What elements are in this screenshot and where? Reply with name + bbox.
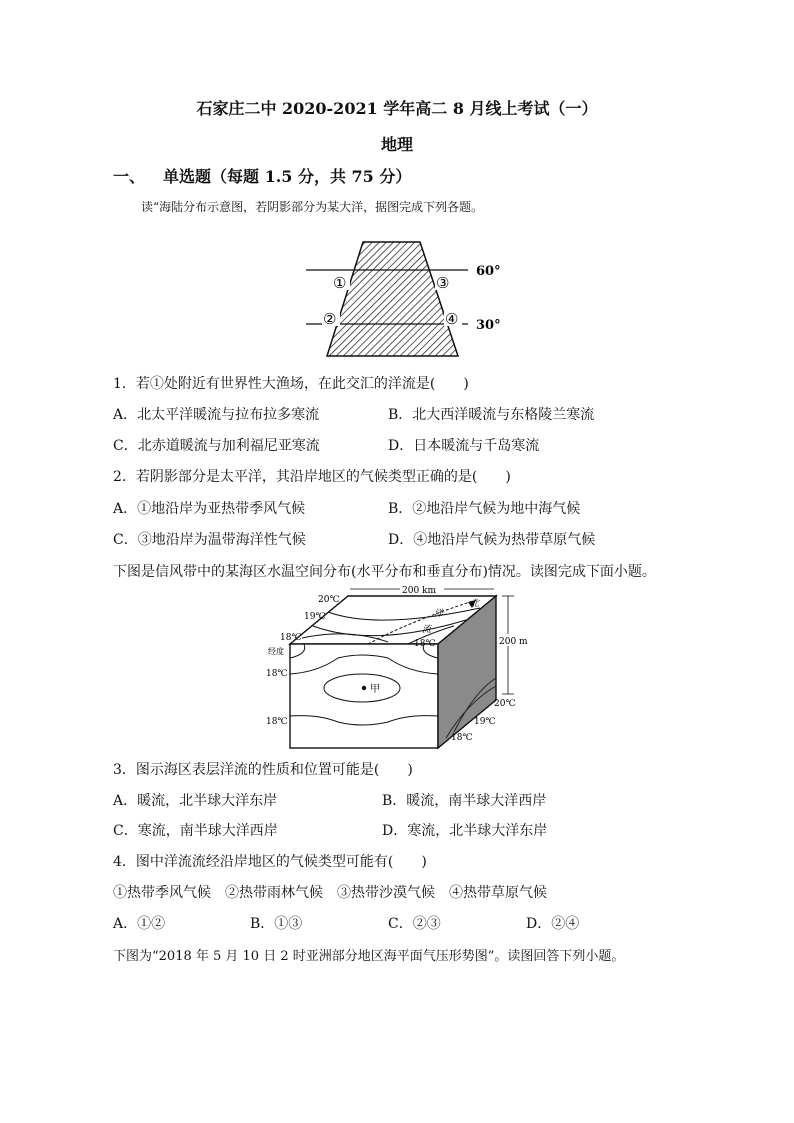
question-1-option-a[interactable]: A．北太平洋暖流与拉布拉多寒流 [113, 407, 320, 423]
question-1-stem: 1．若①处附近有世界性大渔场，在此交汇的洋流是( ) [113, 376, 469, 392]
marker-2: ② [323, 310, 337, 328]
point-jia-dot [362, 686, 366, 690]
latitude-60-label: 60° [476, 264, 501, 279]
exam-title: 石家庄二中 2020-2021 学年高二 8 月线上考试（一） [196, 99, 598, 118]
question-3-option-d[interactable]: D．寒流，北半球大洋东岸 [382, 823, 548, 839]
subject-title: 地理 [380, 135, 413, 154]
section-heading [113, 164, 411, 187]
temp-label-19-right: 19℃ [474, 717, 496, 727]
block-front-face [290, 644, 438, 748]
temp-label-20-right: 20℃ [494, 699, 516, 709]
figure-sea-land-distribution [290, 232, 520, 364]
point-jia-label: 甲 [370, 684, 380, 695]
question-4-option-d[interactable]: D．②④ [526, 916, 580, 932]
intro-2: 下图是信风带中的某海区水温空间分布(水平分布和垂直分布)情况。读图完成下面小题。 [113, 564, 656, 580]
temp-label-18-left-bottom: 18℃ [266, 717, 288, 727]
latitude-30-label: 30° [476, 318, 501, 333]
depth-label: 200 m [499, 637, 528, 647]
temp-label-18-left-mid: 18℃ [266, 669, 288, 679]
question-4-option-a[interactable]: A．①② [113, 916, 166, 932]
intro-3: 下图为“2018 年 5 月 10 日 2 时亚洲部分地区海平面气压形势图”。读图回答下列小题。 [113, 949, 625, 964]
north-label: 北 [470, 599, 480, 609]
current-label-liu: 流 [422, 625, 432, 635]
marker-3: ③ [436, 274, 450, 292]
question-3-option-b[interactable]: B．暖流，南半球大洋西岸 [382, 793, 547, 809]
temp-label-18-bottom: 18℃ [451, 733, 473, 743]
section-label: 单选题（每题 1.5 分，共 75 分） [163, 167, 412, 186]
figure-water-temperature-block [258, 582, 538, 754]
ocean-shape [327, 242, 458, 356]
marker-4: ④ [445, 310, 459, 328]
temp-label-19-top: 19℃ [304, 612, 326, 622]
temp-label-20-top: 20℃ [318, 595, 340, 605]
question-2-option-b[interactable]: B．②地沿岸气候为地中海气候 [388, 501, 581, 517]
question-3-option-a[interactable]: A．暖流，北半球大洋东岸 [113, 793, 278, 809]
temp-label-18-top-right: 18℃ [414, 639, 436, 649]
question-3-option-c[interactable]: C．寒流，南半球大洋西岸 [113, 823, 278, 839]
current-label-yang: 洋 [434, 609, 444, 619]
question-2-stem: 2．若阴影部分是太平洋，其沿岸地区的气候类型正确的是( ) [113, 469, 511, 485]
question-2-option-c[interactable]: C．③地沿岸为温带海洋性气候 [113, 532, 306, 548]
question-2-option-d[interactable]: D．④地沿岸气候为热带草原气候 [388, 532, 596, 548]
question-4-option-c[interactable]: C．②③ [388, 916, 441, 932]
longitude-label: 经度 [268, 647, 284, 656]
question-1-option-b[interactable]: B．北大西洋暖流与东格陵兰寒流 [388, 407, 595, 423]
width-label: 200 km [402, 586, 437, 596]
question-3-stem: 3．图示海区表层洋流的性质和位置可能是( ) [113, 762, 413, 778]
question-1-option-c[interactable]: C．北赤道暖流与加利福尼亚寒流 [113, 438, 320, 454]
question-4-items: ①热带季风气候 ②热带雨林气候 ③热带沙漠气候 ④热带草原气候 [113, 885, 547, 901]
question-4-stem: 4．图中洋流流经沿岸地区的气候类型可能有( ) [113, 854, 427, 870]
question-1-option-d[interactable]: D．日本暖流与千岛寒流 [388, 438, 540, 454]
section-number: 一、 [113, 167, 146, 186]
intro-1: 读“海陆分布示意图，若阴影部分为某大洋，据图完成下列各题。 [141, 200, 484, 214]
question-4-option-b[interactable]: B．①③ [250, 916, 303, 932]
temp-label-18-left-top: 18℃ [280, 633, 302, 643]
marker-1: ① [333, 274, 347, 292]
question-2-option-a[interactable]: A．①地沿岸为亚热带季风气候 [113, 501, 306, 517]
